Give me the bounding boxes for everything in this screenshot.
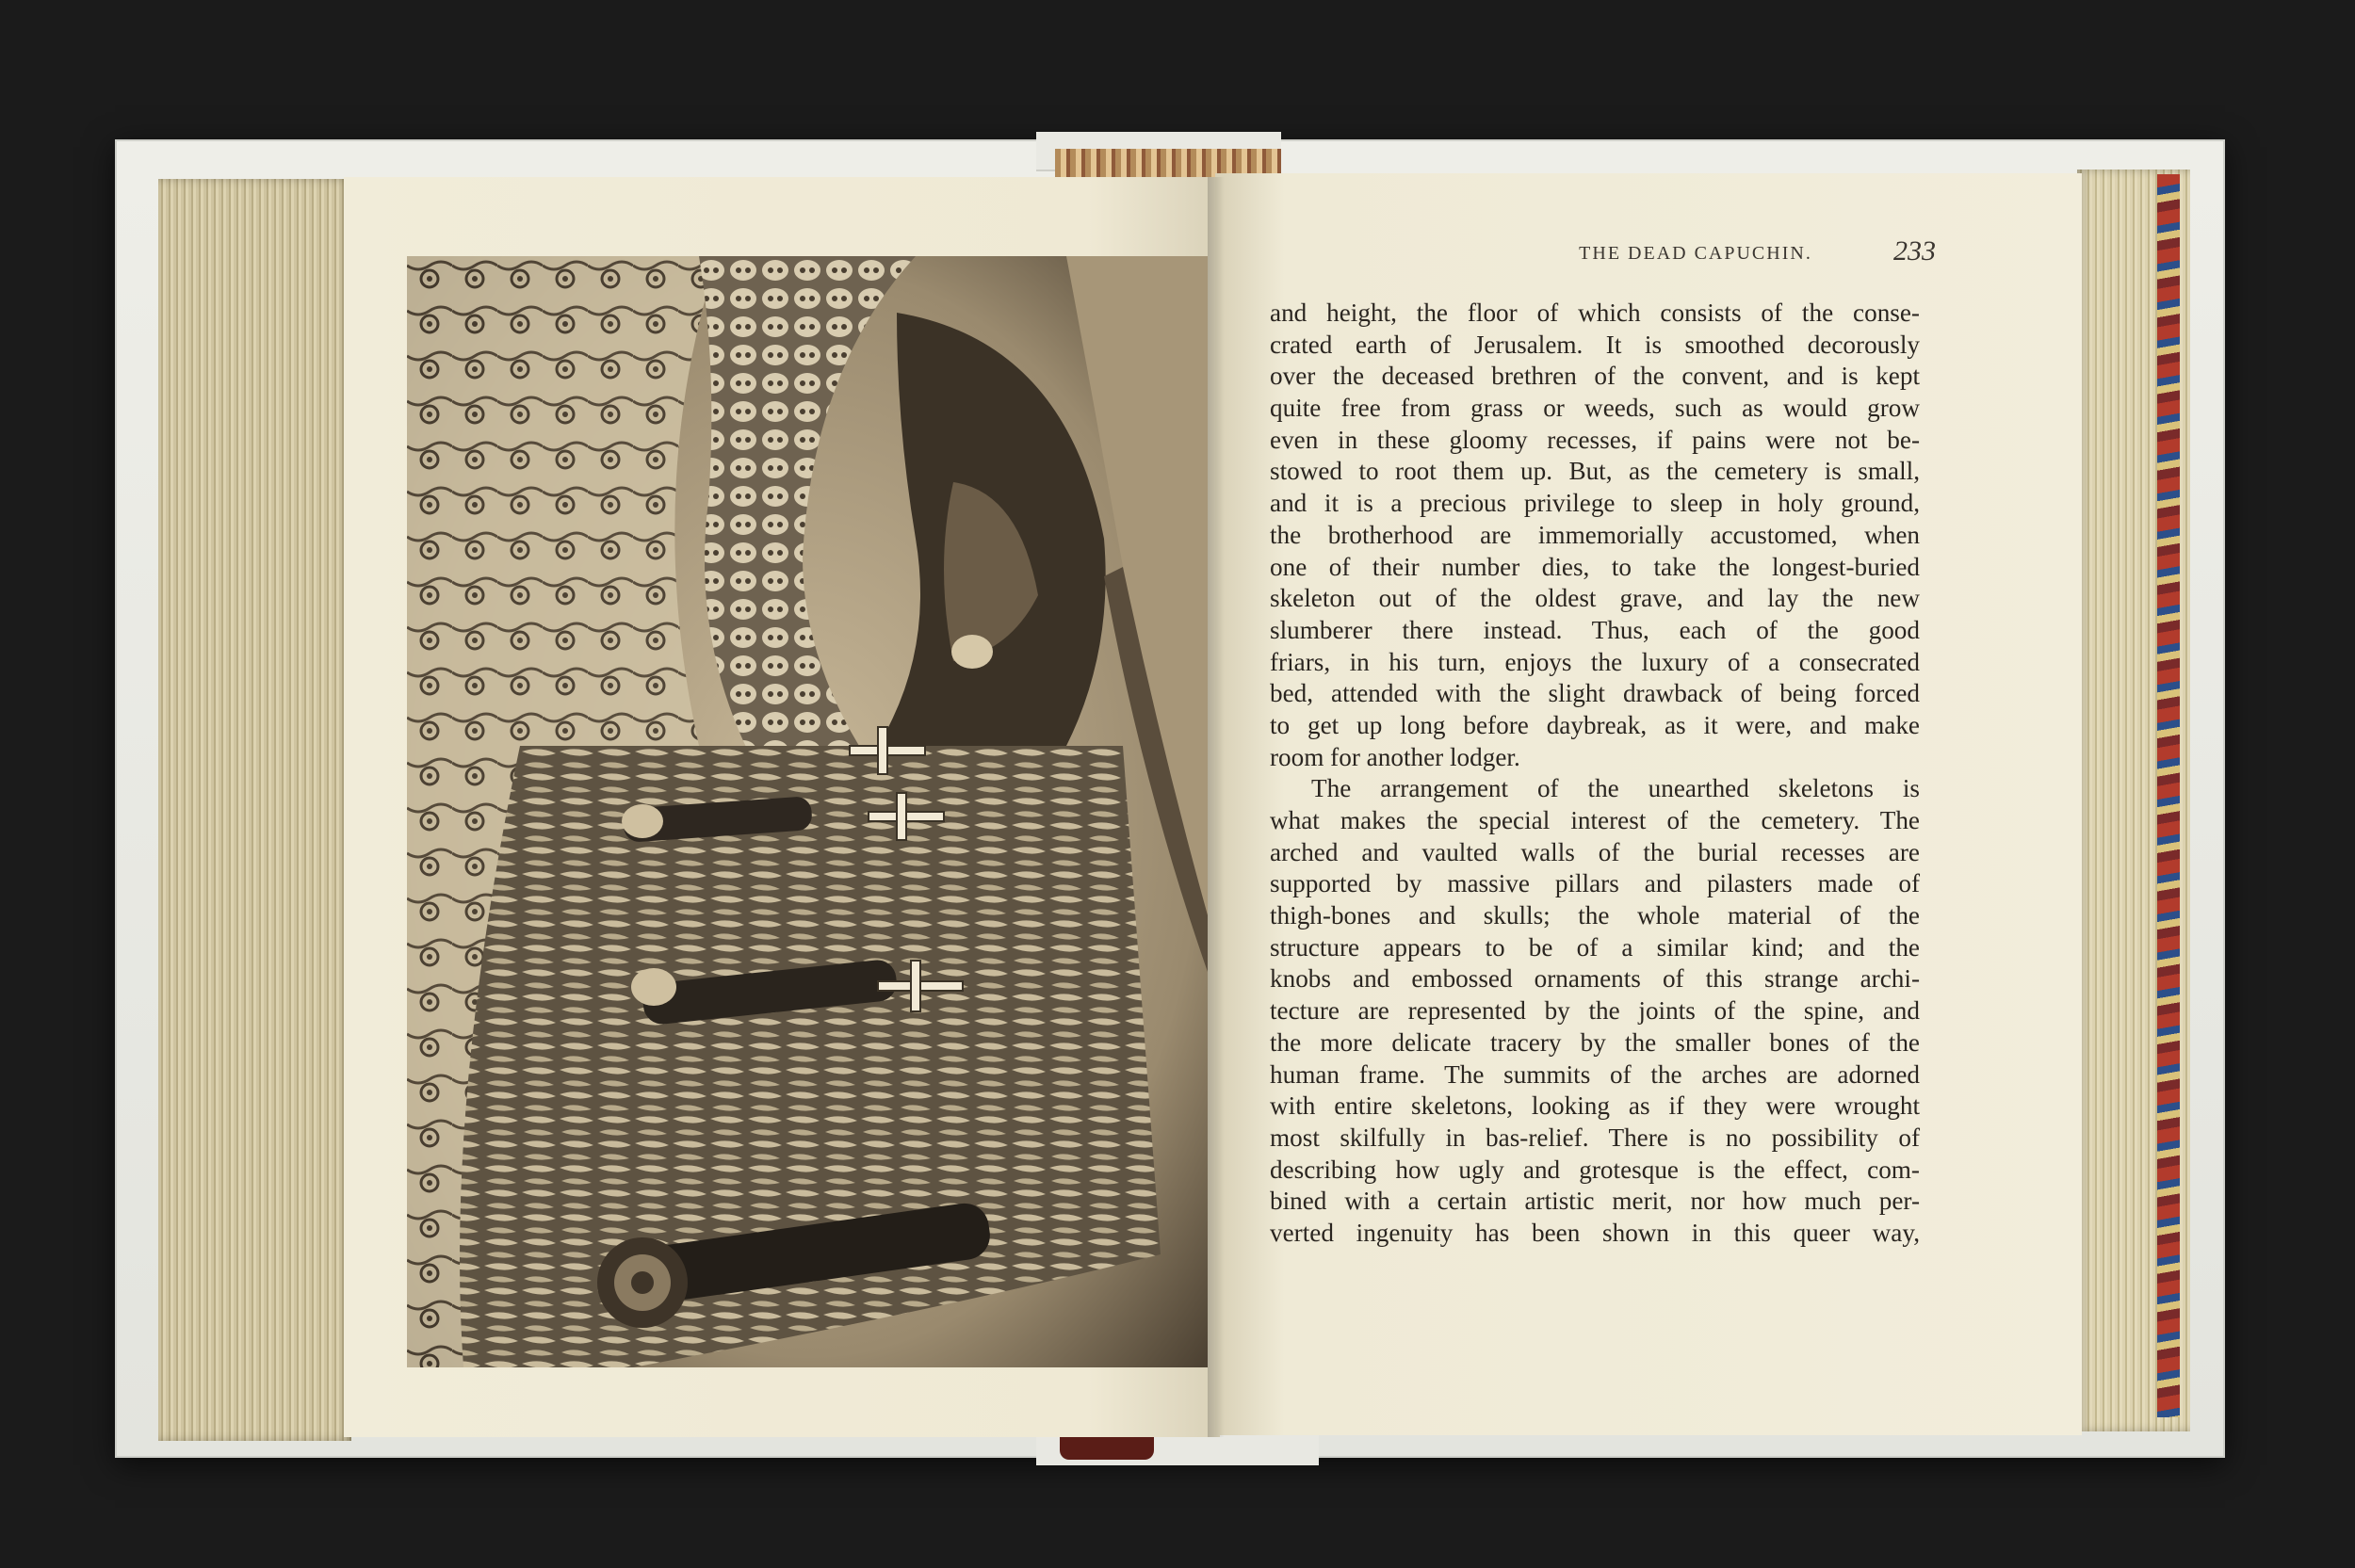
body-text	[1270, 298, 1920, 1250]
text-line: even in these gloomy recesses, if pains were not be-	[1270, 425, 1920, 454]
text-line: tecture are represented by the joints of the spine, and	[1270, 996, 1920, 1026]
text-line: supported by massive pillars and pilasters made of	[1270, 869, 1920, 898]
text-line: stowed to root them up. But, as the cemetery is small,	[1270, 457, 1920, 486]
crypt-photograph-art	[407, 256, 1208, 1367]
text-line: and height, the floor of which consists of the conse-	[1270, 299, 1920, 327]
text-line: arched and vaulted walls of the burial recesses are	[1270, 837, 1920, 866]
text-line: to get up long before daybreak, as it were, and make	[1270, 710, 1920, 739]
text-line: and it is a precious privilege to sleep in holy ground,	[1270, 489, 1920, 518]
running-head: THE DEAD CAPUCHIN.	[1579, 243, 1812, 264]
text-line: friars, in his turn, enjoys the luxury of a consecrated	[1270, 647, 1920, 676]
text-line: human frame. The summits of the arches are adorned	[1270, 1059, 1920, 1089]
text-line: quite free from grass or weeds, such as would grow	[1270, 394, 1920, 423]
text-line: bed, attended with the slight drawback of being forced	[1270, 679, 1920, 708]
text-line: slumberer there instead. Thus, each of the good	[1270, 615, 1920, 644]
text-line: one of their number dies, to take the longest-buried	[1270, 552, 1920, 581]
text-line: crated earth of Jerusalem. It is smoothed decorously	[1270, 330, 1920, 359]
text-line: skeleton out of the oldest grave, and lay the new	[1270, 584, 1920, 613]
marbled-edge	[2157, 174, 2180, 1417]
crypt-photograph	[407, 256, 1208, 1367]
book-gutter	[1208, 177, 1225, 1437]
text-line: knobs and embossed ornaments of this strange archi-	[1270, 964, 1920, 994]
page-number: 233	[1893, 235, 1936, 267]
text-line: room for another lodger.	[1270, 742, 1520, 771]
left-page-edges	[158, 179, 351, 1441]
text-line: with entire skeletons, looking as if they were wrought	[1270, 1091, 1920, 1121]
text-line: the brotherhood are immemorially accustomed, when	[1270, 520, 1920, 549]
text-line: structure appears to be of a similar kind; and the	[1270, 932, 1920, 962]
text-line: The arrangement of the unearthed skeletons is	[1311, 774, 1920, 803]
text-line: verted ingenuity has been shown in this queer way,	[1270, 1218, 1920, 1247]
text-line: over the deceased brethren of the convent, and is kept	[1270, 362, 1920, 391]
text-line: bined with a certain artistic merit, nor how much per-	[1270, 1187, 1920, 1216]
text-line: most skilfully in bas-relief. There is no possibility of	[1270, 1123, 1920, 1152]
text-line: describing how ugly and grotesque is the effect, com-	[1270, 1155, 1920, 1184]
text-line: thigh-bones and skulls; the whole material of the	[1270, 901, 1920, 930]
text-line: the more delicate tracery by the smaller bones of the	[1270, 1027, 1920, 1057]
text-line: what makes the special interest of the cemetery. The	[1270, 806, 1920, 834]
